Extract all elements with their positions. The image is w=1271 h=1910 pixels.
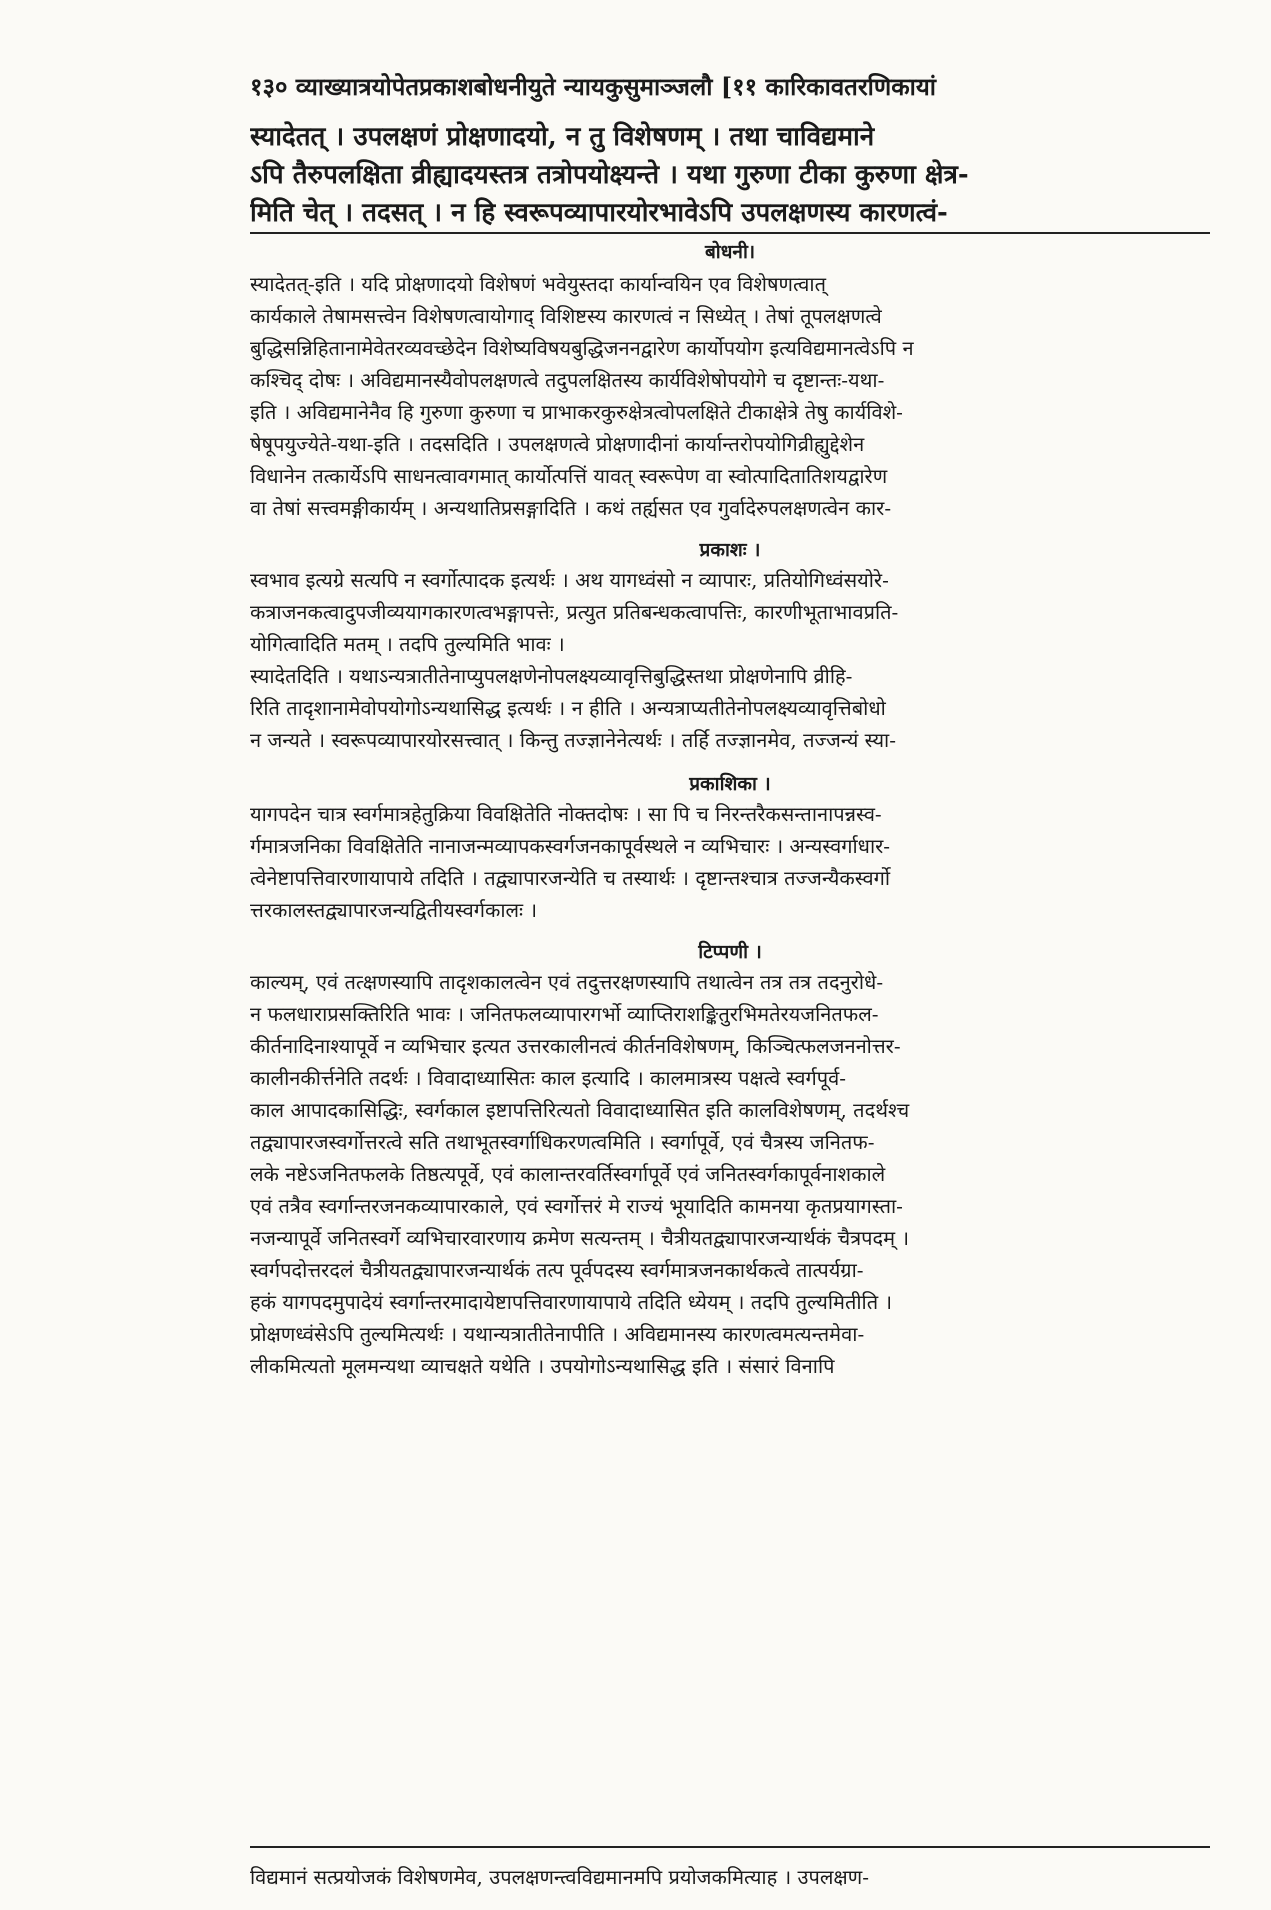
tippani-commentary	[250, 966, 1210, 1382]
main-text-line: स्यादेतत् । उपलक्षणं प्रोक्षणादयो, न तु विशेषणम् । तथा चाविद्यमाने	[250, 122, 875, 152]
bodhani-title: बोधनी।	[704, 241, 756, 263]
tippani-line: एवं तत्रैव स्वर्गान्तरजनकव्यापारकाले, एवं स्वर्गोत्तरं मे राज्यं भूयादिति कामनया कृतप्रयागस्ता-	[250, 1194, 903, 1218]
bodhani-line: षेषूपयुज्येते-यथा-इति । तदसदिति । उपलक्षणत्वे प्रोक्षणादीनां कार्यान्तरोपयोगिव्रीह्युद्देशेन	[250, 432, 865, 456]
tippani-line: कालीनकीर्त्तनेति तदर्थः । विवादाध्यासितः काल इत्यादि । कालमात्रस्य पक्षत्वे स्वर्गपूर्व-	[250, 1066, 846, 1090]
prakasha-line: योगित्वादिति मतम् । तदपि तुल्यमिति भावः ।	[250, 632, 565, 656]
prakasha-line: स्वभाव इत्यग्रे सत्यपि न स्वर्गोत्पादक इत्यर्थः । अथ यागध्वंसो न व्यापारः, प्रतियोगिध्वंसयोरे-	[250, 568, 889, 592]
running-header: १३० व्याख्यात्रयोपेतप्रकाशबोधनीयुते न्यायकुसुमाञ्जलौ [११ कारिकावतरणिकायां	[250, 72, 937, 101]
prakashika-line: यागपदेन चात्र स्वर्गमात्रहेतुक्रिया विवक्षितेति नोक्तदोषः । सा पि च निरन्तरैकसन्तानापन्नस्व-	[250, 802, 882, 826]
tippani-title: टिप्पणी ।	[698, 941, 762, 963]
tippani-line: प्रोक्षणध्वंसेऽपि तुल्यमित्यर्थः । यथान्यत्रातीतेनापीति । अविद्यमानस्य कारणत्वमत्यन्तमेवा-	[250, 1322, 865, 1346]
bodhani-line: विधानेन तत्कार्येऽपि साधनत्वावगमात् कार्योत्पत्तिं यावत् स्वरूपेण वा स्वोत्पादितातिशयद्वारेण	[250, 464, 888, 488]
bodhani-line: वा तेषां सत्त्वमङ्गीकार्यम् । अन्यथातिप्रसङ्गादिति । कथं तर्ह्यसत एव गुर्वादेरुपलक्षणत्वेन कार-	[250, 496, 892, 520]
bodhani-line: इति । अविद्यमानेनैव हि गुरुणा कुरुणा च प्राभाकरकुरुक्षेत्रत्वोपलक्षिते टीकाक्षेत्रे तेषु कार्यविशे-	[250, 400, 903, 424]
prakasha-line: रिति तादृशानामेवोपयोगोऽन्यथासिद्ध इत्यर्थः । न हीति । अन्यत्राप्यतीतेनोपलक्ष्यव्यावृत्तिबोधो	[250, 696, 886, 720]
prakashika-title: प्रकाशिका ।	[689, 773, 771, 795]
tippani-line: लके नष्टेऽजनितफलके तिष्ठत्यपूर्वे, एवं कालान्तरवर्तिस्वर्गापूर्वे एवं जनितस्वर्गकापूर्वनाशकाले	[250, 1162, 886, 1186]
tippani-line: नजन्यापूर्वे जनितस्वर्गे व्यभिचारवारणाय क्रमेण सत्यन्तम् । चैत्रीयतद्व्यापारजन्यार्थकं चैत्रपदम् ।	[250, 1226, 910, 1250]
prakashika-line: त्वेनेष्टापत्तिवारणायापाये तदिति । तद्व्यापारजन्येति च तस्यार्थः । दृष्टान्तश्चात्र तज्जन्यैकस्वर्गो	[250, 866, 891, 890]
prakasha-line: कत्राजनकत्वादुपजीव्ययागकारणत्वभङ्गापत्तेः, प्रत्युत प्रतिबन्धकत्वापत्तिः, कारणीभूताभावप्रति-	[250, 600, 899, 624]
bodhani-line: बुद्धिसन्निहितानामेवेतरव्यवच्छेदेन विशेष्यविषयबुद्धिजननद्वारेण कार्योपयोग इत्यविद्यमानत्वेऽपि न	[250, 336, 914, 360]
main-text-line: ऽपि तैरुपलक्षिता व्रीह्यादयस्तत्र तत्रोपयोक्ष्यन्ते । यथा गुरुणा टीका कुरुणा क्षेत्र-	[250, 160, 969, 190]
bodhani-line: स्यादेतत्-इति । यदि प्रोक्षणादयो विशेषणं भवेयुस्तदा कार्यान्वयिन एव विशेषणत्वात्	[250, 272, 826, 296]
footnote-rule	[250, 1846, 1210, 1848]
prakasha-commentary	[250, 564, 1210, 756]
tippani-line: काल आपादकासिद्धिः, स्वर्गकाल इष्टापत्तिरित्यतो विवादाध्यासित इति कालविशेषणम्, तदर्थश्च	[250, 1098, 910, 1122]
bodhani-line: कार्यकाले तेषामसत्त्वेन विशेषणत्वायोगाद् विशिष्टस्य कारणत्वं न सिध्येत् । तेषां तूपलक्षणत्वे	[250, 304, 882, 328]
book-page	[250, 70, 1210, 1890]
main-text-line: मिति चेत् । तदसत् । न हि स्वरूपव्यापारयोरभावेऽपि उपलक्षणस्य कारणत्वं-	[250, 198, 948, 228]
tippani-line: कीर्तनादिनाश्यापूर्वे न व्यभिचार इत्यत उत्तरकालीनत्वं कीर्तनविशेषणम्, किञ्चित्फलजननोत्तर-	[250, 1034, 901, 1058]
prakashika-line: त्तरकालस्तद्व्यापारजन्यद्वितीयस्वर्गकालः ।	[250, 898, 538, 922]
main-text-rule	[250, 232, 1210, 234]
prakashika-commentary	[250, 798, 1210, 926]
tippani-line: तद्व्यापारजस्वर्गोत्तरत्वे सति तथाभूतस्वर्गाधिकरणत्वमिति । स्वर्गापूर्वे, एवं चैत्रस्य जनितफ-	[250, 1130, 875, 1154]
footnote: विद्यमानं सत्प्रयोजकं विशेषणमेव, उपलक्षणन्त्वविद्यमानमपि प्रयोजकमित्याह । उपलक्षण-	[250, 1865, 869, 1889]
tippani-line: न फलधाराप्रसक्तिरिति भावः । जनितफलव्यापारगर्भो व्याप्तिराशङ्कितुरभिमतेरयजनितफल-	[250, 1002, 879, 1026]
prakasha-line: न जन्यते । स्वरूपव्यापारयोरसत्त्वात् । किन्तु तज्ज्ञानेनेत्यर्थः । तर्हि तज्ज्ञानमेव, तज्जन्यं स्या-	[250, 728, 896, 752]
tippani-line: काल्यम्, एवं तत्क्षणस्यापि तादृशकालत्वेन एवं तदुत्तरक्षणस्यापि तथात्वेन तत्र तत्र तदनुरोधे-	[250, 970, 884, 994]
bodhani-commentary	[250, 268, 1210, 524]
tippani-line: हकं यागपदमुपादेयं स्वर्गान्तरमादायेष्टापत्तिवारणायापाये तदिति ध्येयम् । तदपि तुल्यमितीति ।	[250, 1290, 893, 1314]
bodhani-line: कश्चिद् दोषः । अविद्यमानस्यैवोपलक्षणत्वे तदुपलक्षितस्य कार्यविशेषोपयोगे च दृष्टान्तः-यथा-	[250, 368, 885, 392]
tippani-line: लीकमित्यतो मूलमन्यथा व्याचक्षते यथेति । उपयोगोऽन्यथासिद्ध इति । संसारं विनापि	[250, 1354, 835, 1378]
prakasha-line: स्यादेतदिति । यथाऽन्यत्रातीतेनाप्युपलक्षणेनोपलक्ष्यव्यावृत्तिबुद्धिस्तथा प्रोक्षणेनापि व्रीहि-	[250, 664, 853, 688]
prakashika-line: र्गमात्रजनिका विवक्षितेति नानाजन्मव्यापकस्वर्गजनकापूर्वस्थले न व्यभिचारः । अन्यस्वर्गाधार-	[250, 834, 891, 858]
tippani-line: स्वर्गपदोत्तरदलं चैत्रीयतद्व्यापारजन्यार्थकं तत्प पूर्वपदस्य स्वर्गमात्रजनकार्थकत्वे तात्पर्यग्रा-	[250, 1258, 864, 1282]
main-text	[250, 118, 1210, 232]
prakasha-title: प्रकाशः ।	[699, 539, 761, 561]
